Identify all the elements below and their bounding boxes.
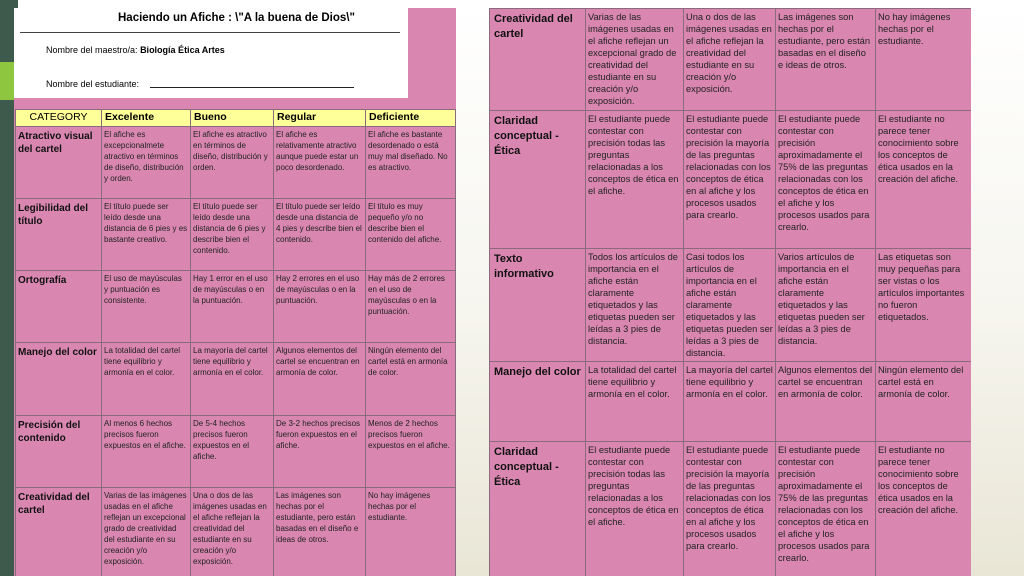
criterion-label: Atractivo visual del cartel [16,127,102,199]
table-row [16,127,456,199]
rubric-cell: De 3-2 hechos precisos fueron expuestos en el afiche. [274,416,366,488]
teacher-label: Nombre del maestro/a: [46,45,138,55]
rubric-cell: Hay 1 error en el uso de mayúsculas o en la puntuación. [191,271,274,343]
table-row [490,362,972,442]
table-row [490,249,972,362]
rubric-cell: La mayoría del cartel tiene equilibrio y armonía en el color. [684,362,776,442]
header-bueno: Bueno [191,110,274,127]
rubric-cell: Hay más de 2 errores en el uso de mayúsculas o en la puntuación. [366,271,456,343]
rubric-cell: El afiche es bastante desordenado o está muy mal diseñado. No es atractivo. [366,127,456,199]
criterion-label: Manejo del color [490,362,586,442]
rubric-cell: Algunos elementos del cartel se encuentran en armonía de color. [776,362,876,442]
rubric-cell: No hay imágenes hechas por el estudiante. [366,488,456,576]
student-label: Nombre del estudiante: [46,79,140,89]
header-row [16,110,456,127]
rubric-cell: Menos de 2 hechos precisos fueron expuestos en el afiche. [366,416,456,488]
criterion-label: Creatividad del cartel [490,9,586,111]
rubric-cell: Casi todos los artículos de importancia en el afiche están claramente etiquetados y las etiquetas pueden ser leídas a 3 pies de distancia. [684,249,776,362]
table-row [16,271,456,343]
student-name-blank [150,87,354,88]
rubric-cell: El uso de mayúsculas y puntuación es consistente. [102,271,191,343]
rubric-cell: Ningún elemento del cartel está en armonía de color. [366,343,456,416]
rubric-cell: Ningún elemento del cartel está en armonía de color. [876,362,972,442]
rubric-title: Haciendo un Afiche : \"A la buena de Dios\" [118,12,355,24]
rubric-cell: Todos los artículos de importancia en el afiche están claramente etiquetados y las etiquetas pueden ser leídas a 3 pies de distancia. [586,249,684,362]
rubric-page-right [489,8,971,576]
criterion-label: Creatividad del cartel [16,488,102,576]
criterion-label: Ortografía [16,271,102,343]
rubric-page-left [14,8,456,576]
rubric-cell: El estudiante no parece tener conocimiento sobre los conceptos de ética usados en la creación del afiche. [876,111,972,249]
rubric-cell: La totalidad del cartel tiene equilibrio y armonía en el color. [102,343,191,416]
criterion-label: Manejo del color [16,343,102,416]
header-excelente: Excelente [102,110,191,127]
rubric-cell: Las imágenes son hechas por el estudiante, pero están basadas en el diseño e ideas de otros. [776,9,876,111]
criterion-label: Texto informativo [490,249,586,362]
criterion-label: Claridad conceptual - Ética [490,442,586,576]
rubric-cell: El afiche es atractivo en términos de diseño, distribución y orden. [191,127,274,199]
table-row [16,416,456,488]
rubric-cell: No hay imágenes hechas por el estudiante. [876,9,972,111]
rubric-cell: Una o dos de las imágenes usadas en el afiche reflejan la creatividad del estudiante en su creación y/o exposición. [684,9,776,111]
table-row [16,199,456,271]
rubric-cell: El título puede ser leído desde una distancia de 4 pies y describe bien el contenido. [274,199,366,271]
header-category: CATEGORY [16,110,102,127]
rubric-cell: El estudiante puede contestar con precisión aproximadamente el 75% de las preguntas relacionadas con los conceptos de ética en el afiche y los procesos usados para crearlo. [776,111,876,249]
rubric-cell: El estudiante puede contestar con precisión la mayoría de las preguntas relacionadas con los conceptos de ética en al afiche y los procesos usados para crearlo. [684,442,776,576]
criterion-label: Precisión del contenido [16,416,102,488]
teacher-line [46,45,225,55]
rubric-cell: El estudiante puede contestar con precisión aproximadamente el 75% de las preguntas relacionadas con los conceptos de ética en el afiche y los procesos usados para crearlo. [776,442,876,576]
rubric-cell: El afiche es excepcionalmete atractivo en términos de diseño, distribución y orden. [102,127,191,199]
rubric-cell: La mayoría del cartel tiene equilibrio y armonía en el color. [191,343,274,416]
rubric-cell: Algunos elementos del cartel se encuentran en armonía de color. [274,343,366,416]
rubric-cell: El título puede ser leído desde una distancia de 6 pies y describe bien el contenido. [191,199,274,271]
rubric-cell: El título puede ser leído desde una distancia de 6 pies y es bastante creativo. [102,199,191,271]
rubric-cell: El afiche es relativamente atractivo aunque puede estar un poco desordenado. [274,127,366,199]
table-row [490,442,972,576]
header-deficiente: Deficiente [366,110,456,127]
rubric-cell: De 5-4 hechos precisos fueron expuestos en el afiche. [191,416,274,488]
table-row [490,111,972,249]
rubric-cell: El título es muy pequeño y/o no describe bien el contenido del afiche. [366,199,456,271]
header-divider [20,32,400,33]
rubric-cell: El estudiante puede contestar con precisión todas las preguntas relacionadas a los conceptos de ética en el afiche. [586,111,684,249]
table-row [490,9,972,111]
rubric-cell: Una o dos de las imágenes usadas en el afiche reflejan la creatividad del estudiante en su creación y/o exposición. [191,488,274,576]
table-row [16,488,456,576]
rubric-cell: El estudiante puede contestar con precisión todas las preguntas relacionadas a los conceptos de ética en el afiche. [586,442,684,576]
rubric-cell: Las imágenes son hechas por el estudiante, pero están basadas en el diseño e ideas de otros. [274,488,366,576]
rubric-table-right [489,8,971,576]
rubric-header [14,8,408,98]
rubric-table-left [15,109,456,576]
table-row [16,343,456,416]
rubric-cell: Varios artículos de importancia en el afiche están claramente etiquetados y las etiquetas pueden ser leídas a 3 pies de distancia. [776,249,876,362]
rubric-cell: Hay 2 errores en el uso de mayúsculas o en la puntuación. [274,271,366,343]
rubric-cell: Al menos 6 hechos precisos fueron expuestos en el afiche. [102,416,191,488]
rubric-cell: Varias de las imágenes usadas en el afiche reflejan un excepcional grado de creatividad del estudiante en su creación y/o exposición. [102,488,191,576]
rubric-cell: El estudiante no parece tener conocimiento sobre los conceptos de ética usados en la creación del afiche. [876,442,972,576]
student-line [46,79,139,89]
rubric-cell: La totalidad del cartel tiene equilibrio y armonía en el color. [586,362,684,442]
header-regular: Regular [274,110,366,127]
rubric-cell: Las etiquetas son muy pequeñas para ser vistas o los artículos importantes no fueron etiquetados. [876,249,972,362]
criterion-label: Legibilidad del título [16,199,102,271]
teacher-name: Biología Ética Artes [140,45,225,55]
rubric-cell: Varias de las imágenes usadas en el afiche reflejan un excepcional grado de creatividad del estudiante en su creación y/o exposición. [586,9,684,111]
rubric-cell: El estudiante puede contestar con precisión la mayoría de las preguntas relacionadas con los conceptos de ética en al afiche y los procesos usados para crearlo. [684,111,776,249]
criterion-label: Claridad conceptual - Ética [490,111,586,249]
